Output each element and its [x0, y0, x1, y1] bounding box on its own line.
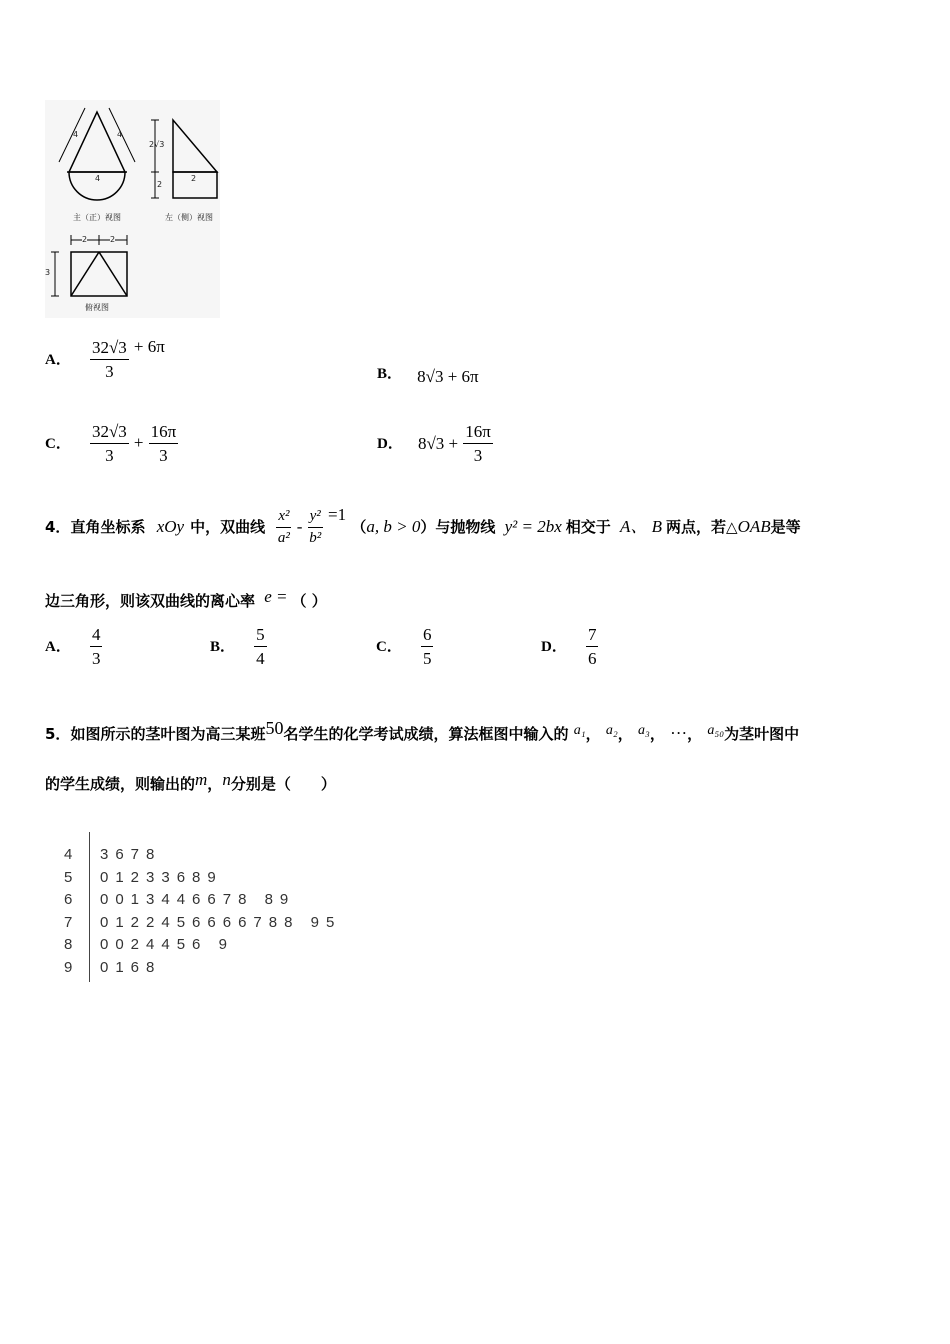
front-dim-right: 4 — [117, 130, 123, 139]
top-dim-height: 3 — [45, 268, 51, 277]
stem-5: 5 — [64, 869, 80, 886]
front-dim-left: 4 — [73, 130, 79, 139]
stem-7: 7 — [64, 914, 80, 931]
q4-option-b[interactable]: B． $\frac{5}{4}$ — [210, 625, 265, 668]
fraction: $\frac{16\pi}{3}$ — [465, 422, 491, 465]
leaves-8: 0024456 9 — [100, 936, 234, 953]
hyperbola-x-term: $\frac{\text{x²}}{\text{a²}}$ — [277, 508, 290, 546]
option-label: A． — [45, 352, 71, 368]
stem-4: 4 — [64, 846, 80, 863]
q5-stem-line2: 的学生成绩，则输出的m，n分别是（ ） — [45, 770, 336, 793]
stem-leaf-plot — [60, 832, 380, 984]
student-count: 50 — [265, 718, 284, 738]
q3-option-c[interactable] — [45, 422, 178, 465]
points: A、 B — [620, 517, 663, 536]
leaves-4: 3678 — [100, 846, 162, 863]
leaves-6: 0013446678 89 — [100, 891, 296, 908]
option-lead: 8√3 + — [417, 433, 459, 453]
top-view-caption: 俯视图 — [85, 303, 109, 312]
triangle-name: OAB — [737, 517, 771, 536]
condition: a, b > 0 — [366, 517, 421, 536]
q4-stem-line2: 边三角形，则该双曲线的离心率 e = （ ） — [45, 587, 327, 610]
q3-option-a[interactable] — [45, 337, 165, 381]
option-label: D． — [377, 436, 403, 453]
eccentricity: e = — [264, 587, 288, 606]
fraction: $\frac{16\pi}{3}$ — [150, 422, 177, 465]
q4-option-c[interactable]: C． $\frac{6}{5}$ — [376, 625, 432, 668]
side-dim-base: 2 — [191, 174, 197, 183]
top-dim-left: 2 — [82, 235, 88, 244]
front-dim-base: 4 — [95, 174, 101, 183]
fraction: $\frac{32√3}{3}$ — [91, 422, 127, 465]
side-dim-upper: 2√3 — [149, 140, 165, 149]
stem-9: 9 — [64, 959, 80, 976]
parabola-eq: y² = 2bx — [504, 517, 562, 536]
stem-8: 8 — [64, 936, 80, 953]
leaves-5: 01233689 — [100, 869, 223, 886]
q3-option-b[interactable] — [377, 362, 479, 387]
option-tail: + 6π — [133, 337, 165, 356]
coord-system: xOy — [156, 517, 185, 536]
question-number: 4． — [45, 518, 71, 536]
side-dim-lower: 2 — [157, 180, 163, 189]
fraction: $\frac{32√3}{3}$ — [91, 337, 127, 381]
q5-stem-line1: 5．如图所示的茎叶图为高三某班50名学生的化学考试成绩，算法框图中输入的 a₁， a₂， a₃， …， a₅₀为茎叶图中 — [45, 718, 800, 743]
option-expr: 8√3 + 6π — [417, 367, 479, 386]
three-view-figure — [45, 100, 220, 318]
stem-divider — [89, 832, 90, 982]
q4-stem-line1: 4．直角坐标系 xOy 中，双曲线 $\frac{\text{x²}}{\text{a²}}$ - $\frac{\text{y²}}{\text{b²}}$ =1 （a, b > 0）与抛物线 y² = 2bx 相交于 A、 B 两点，若△OAB是等 — [45, 505, 801, 546]
plus-sign: + — [133, 433, 144, 453]
stem-6: 6 — [64, 891, 80, 908]
top-dim-right: 2 — [110, 235, 116, 244]
q3-option-d[interactable] — [377, 422, 493, 465]
question-number: 5． — [45, 725, 71, 743]
q4-option-d[interactable]: D． $\frac{7}{6}$ — [541, 625, 597, 668]
hyperbola-y-term: $\frac{\text{y²}}{\text{b²}}$ — [309, 508, 322, 546]
side-view-caption: 左（侧）视图 — [165, 213, 213, 222]
front-view-caption: 主（正）视图 — [73, 213, 121, 222]
leaves-7: 0122456666788 95 — [100, 914, 342, 931]
option-label: B． — [377, 366, 403, 382]
option-label: C． — [45, 436, 71, 453]
leaves-9: 0168 — [100, 959, 162, 976]
three-view-drawing — [45, 100, 220, 318]
q4-option-a[interactable]: A． $\frac{4}{3}$ — [45, 625, 101, 668]
